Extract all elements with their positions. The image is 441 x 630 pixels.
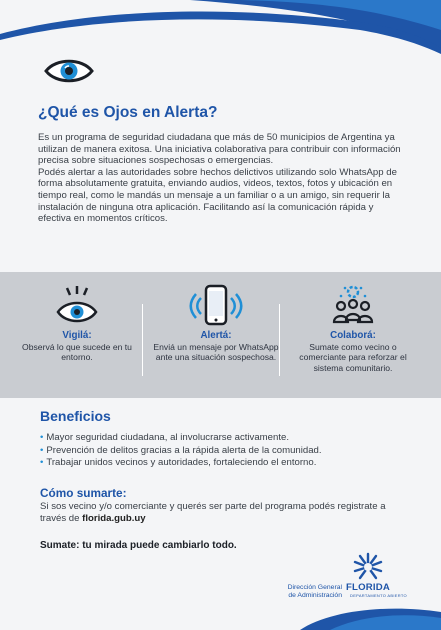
column-divider: [279, 304, 280, 376]
step-text: Sumate como vecino o comerciante para reforzar el sistema comunitario.: [299, 342, 407, 373]
step-text: Observá lo que sucede en tu entorno.: [22, 342, 132, 363]
department-label: [250, 584, 342, 600]
benefit-text: Prevención de delitos gracias a la rápida alerta de la comunidad.: [46, 444, 322, 456]
list-item: [40, 457, 420, 470]
step-title: Alertá:: [200, 330, 232, 341]
community-icon: [323, 284, 383, 328]
step-alerta: [151, 284, 281, 363]
step-text: Enviá un mensaje por WhatsApp ante una situación sospechosa.: [153, 342, 279, 363]
join-title: Cómo sumarte:: [40, 486, 127, 500]
page-title: ¿Qué es Ojos en Alerta?: [38, 104, 218, 121]
intro-paragraph: Es un programa de seguridad ciudadana que más de 50 municipios de Argentina ya utilizan de manera exitosa. Una iniciativa colaborativa para contribuir con información precisa sobre situaciones sospechosas o emergencias.: [38, 132, 401, 167]
intro-text: [38, 132, 408, 225]
brand-tagline: DEPARTAMENTO ABIERTO: [350, 593, 407, 598]
column-divider: [142, 304, 143, 376]
benefit-text: Trabajar unidos vecinos y autoridades, fortaleciendo el entorno.: [46, 457, 317, 469]
list-item: [40, 432, 420, 445]
step-colabora: [288, 284, 418, 373]
florida-logo-icon: [350, 552, 386, 582]
bullet-icon: •: [40, 432, 44, 443]
department-line: Dirección General: [287, 584, 342, 591]
bullet-icon: •: [40, 457, 44, 469]
benefits-title: Beneficios: [40, 408, 111, 424]
join-text: [40, 501, 410, 525]
join-description: Si sos vecino y/o comerciante y querés ser parte del programa podés registrate a través de: [40, 501, 386, 524]
brand-name: FLORIDA: [346, 582, 391, 593]
website-link[interactable]: florida.gub.uy: [82, 513, 146, 524]
phone-icon: [186, 284, 246, 328]
department-line: de Administración: [288, 592, 342, 600]
slogan: Sumate: tu mirada puede cambiarlo todo.: [40, 540, 237, 551]
bottom-wave-decoration: [300, 604, 441, 630]
benefit-text: Mayor seguridad ciudadana, al involucrarse activamente.: [46, 432, 289, 443]
eye-logo-icon: [44, 56, 94, 86]
step-title: Colaborá:: [330, 330, 376, 341]
benefits-list: [40, 432, 420, 470]
step-title: Vigilá:: [62, 330, 92, 341]
intro-paragraph: Podés alertar a las autoridades sobre hechos delictivos utilizando solo WhatsApp de forma absolutamente gratuita, enviando audios, videos, textos, fotos y ubicación en tiempo real, como le mandás un mensaje a un familiar o a un amigo, sin requerir la instalación de ninguna otra aplicación. Facilitando así la comunicación rápida y efectiva en momentos críticos.: [38, 166, 397, 225]
eye-icon: [52, 284, 102, 328]
step-vigila: [12, 284, 142, 363]
list-item: [40, 445, 420, 458]
bullet-icon: •: [40, 444, 44, 456]
